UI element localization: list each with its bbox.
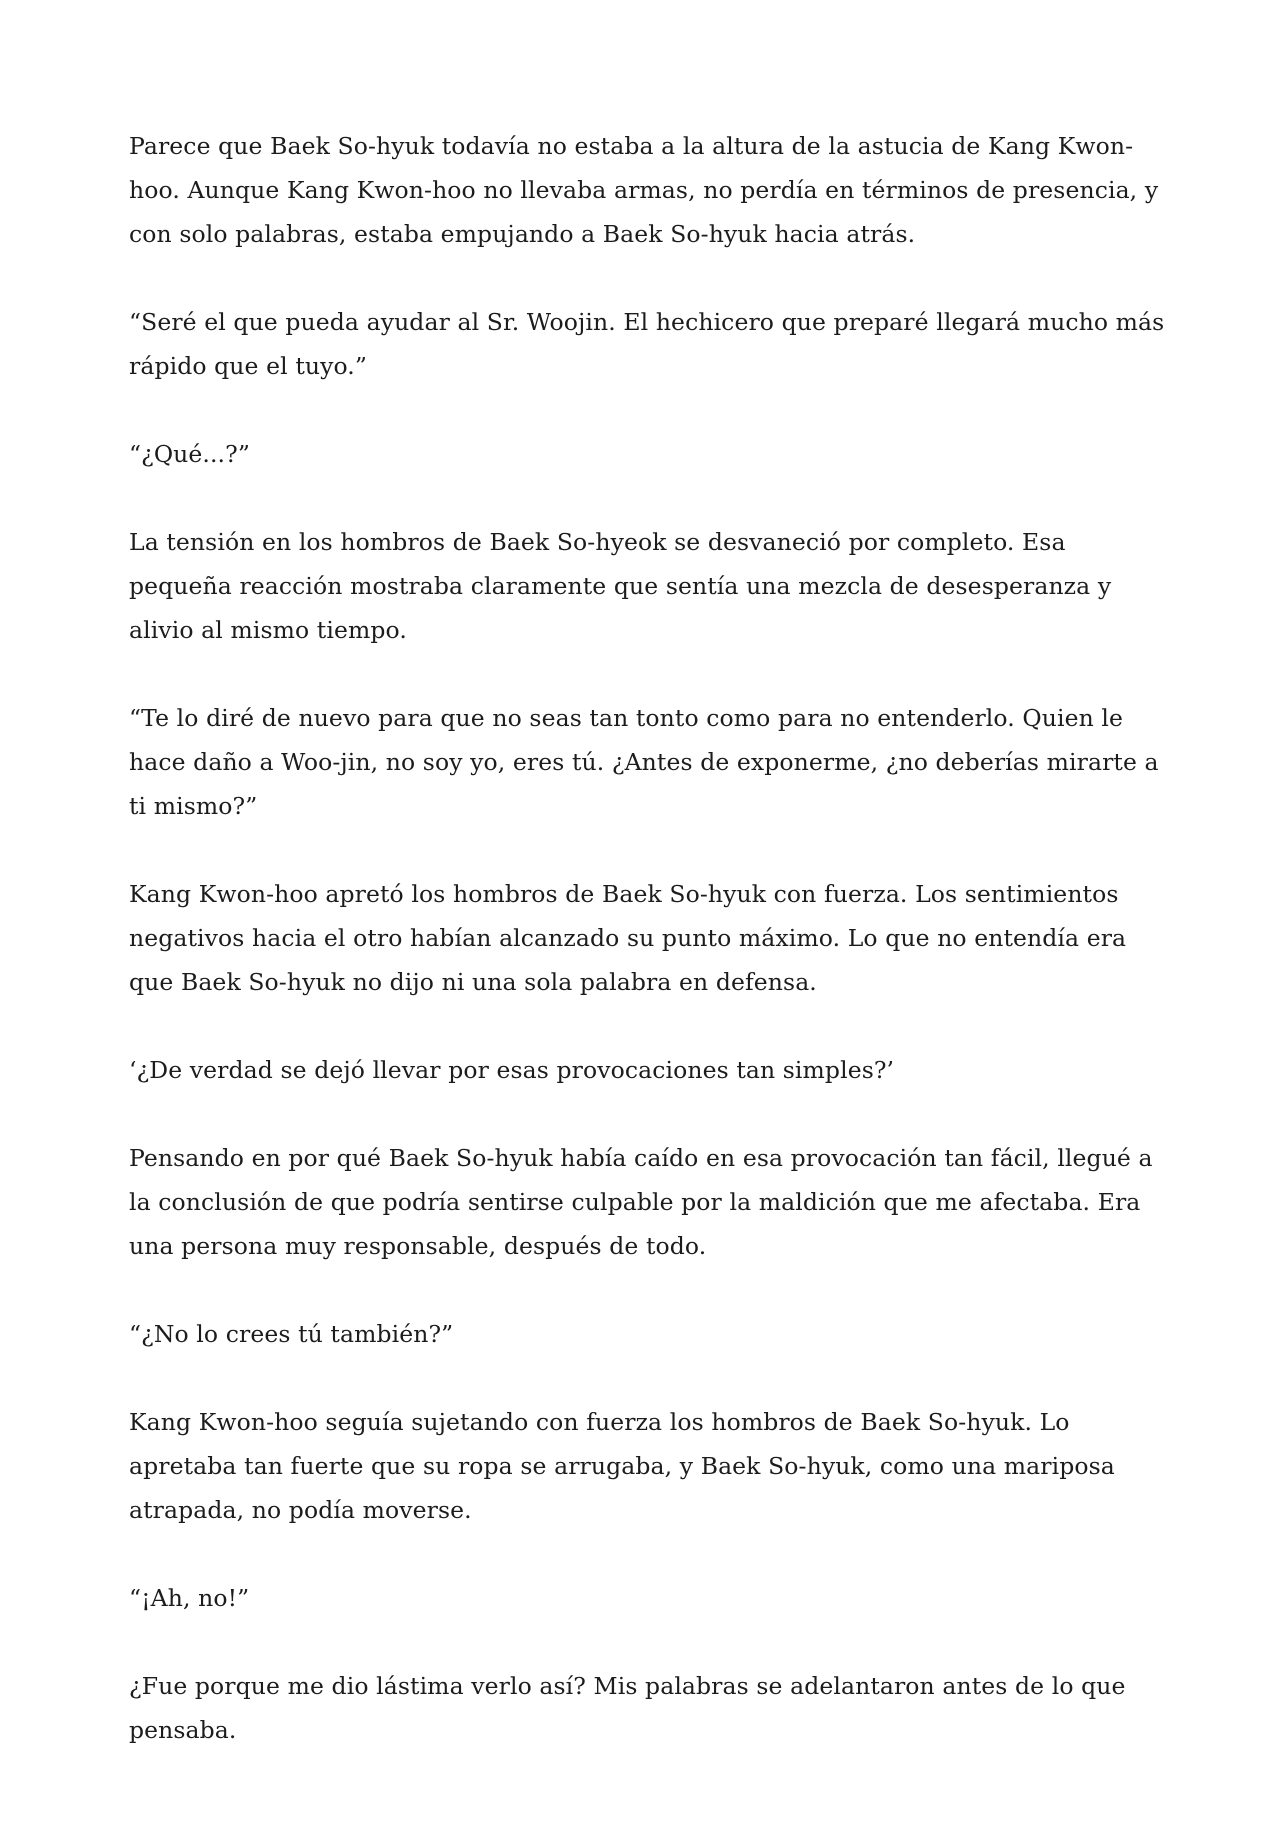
paragraph-8: Pensando en por qué Baek So-hyuk había caído en esa provocación tan fácil, llegué a la conclusión de que podría sentirse culpable por la maldición que me afectaba. Era una persona muy responsable, después de todo. xyxy=(129,1144,1153,1260)
story-text xyxy=(129,124,1169,1796)
paragraph-3: “¿Qué...?” xyxy=(129,440,250,468)
paragraph-9: “¿No lo crees tú también?” xyxy=(129,1320,454,1348)
paragraph-12: ¿Fue porque me dio lástima verlo así? Mis palabras se adelantaron antes de lo que pensaba. xyxy=(129,1672,1126,1744)
paragraph-2: “Seré el que pueda ayudar al Sr. Woojin. El hechicero que preparé llegará mucho más rápido que el tuyo.” xyxy=(129,308,1165,380)
paragraph-11: “¡Ah, no!” xyxy=(129,1584,250,1612)
paragraph-6: Kang Kwon-hoo apretó los hombros de Baek So-hyuk con fuerza. Los sentimientos negativos hacia el otro habían alcanzado su punto máximo. Lo que no entendía era que Baek So-hyuk no dijo ni una sola palabra en defensa. xyxy=(129,880,1127,996)
paragraph-4: La tensión en los hombros de Baek So-hyeok se desvaneció por completo. Esa pequeña reacción mostraba claramente que sentía una mezcla de desesperanza y alivio al mismo tiempo. xyxy=(129,528,1112,644)
paragraph-7: ‘¿De verdad se dejó llevar por esas provocaciones tan simples?’ xyxy=(129,1056,895,1084)
paragraph-5: “Te lo diré de nuevo para que no seas tan tonto como para no entenderlo. Quien le hace daño a Woo-jin, no soy yo, eres tú. ¿Antes de exponerme, ¿no deberías mirarte a ti mismo?” xyxy=(129,704,1159,820)
paragraph-1: Parece que Baek So-hyuk todavía no estaba a la altura de la astucia de Kang Kwon-hoo. Aunque Kang Kwon-hoo no llevaba armas, no perdía en términos de presencia, y con solo palabras, estaba empujando a Baek So-hyuk hacia atrás. xyxy=(129,132,1159,248)
paragraph-10: Kang Kwon-hoo seguía sujetando con fuerza los hombros de Baek So-hyuk. Lo apretaba tan fuerte que su ropa se arrugaba, y Baek So-hyuk, como una mariposa atrapada, no podía moverse. xyxy=(129,1408,1115,1524)
